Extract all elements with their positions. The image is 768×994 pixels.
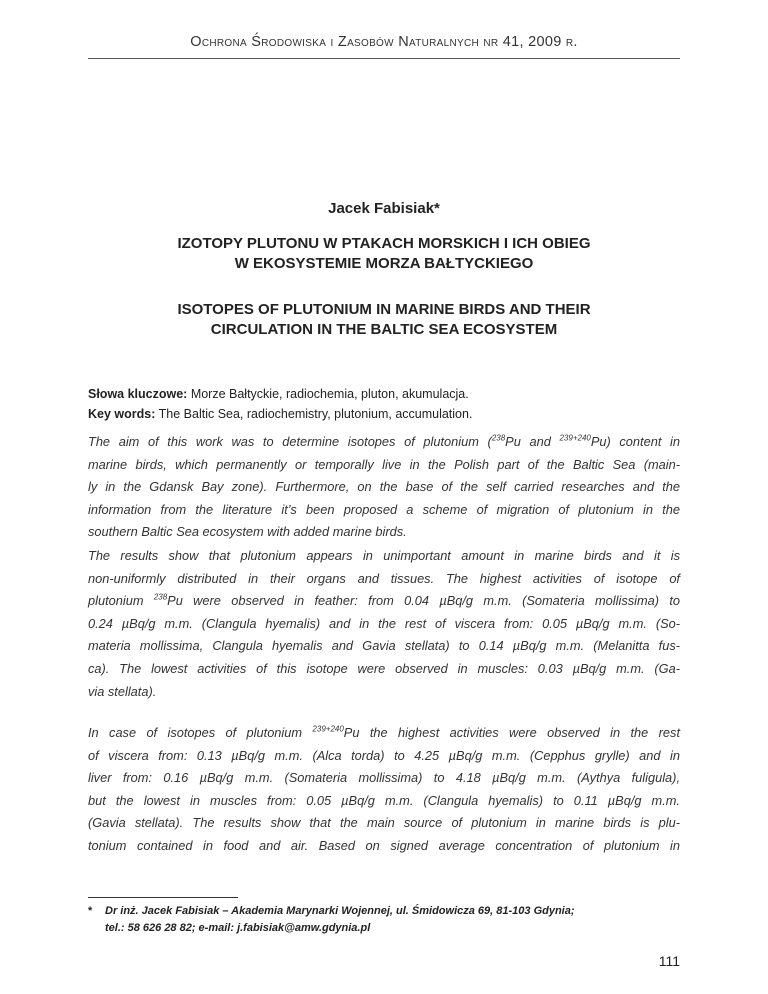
paragraph-line: liver from: 0.16 µBq/g m.m. (Somateria mollissima) to 4.18 µBq/g m.m. (Aythya fuligula), (88, 770, 680, 786)
paragraph-line: southern Baltic Sea ecosystem with added marine birds. (88, 524, 407, 540)
title-english-line-1: ISOTOPES OF PLUTONIUM IN MARINE BIRDS AND THEIR (177, 301, 591, 318)
title-english (88, 300, 680, 340)
paragraph-line (88, 431, 680, 454)
keywords-english (88, 404, 680, 424)
abstract-paragraph-1 (88, 431, 680, 544)
isotope-superscript: 239+240 (312, 724, 344, 734)
paragraph-line: of viscera from: 0.13 µBq/g m.m. (Alca torda) to 4.25 µBq/g m.m. (Cepphus grylle) and in (88, 747, 680, 763)
title-polish-line-2: W EKOSYSTEMIE MORZA BAŁTYCKIEGO (234, 255, 534, 272)
paragraph-line: 0.24 µBq/g m.m. (Clangula hyemalis) and in the rest of viscera from: 0.05 µBq/g m.m. (So- (88, 615, 680, 631)
title-english-line-2: CIRCULATION IN THE BALTIC SEA ECOSYSTEM (210, 321, 558, 338)
text-run: Pu were observed in feather: from 0.04 µBq/g m.m. (Somateria mollissima) to (167, 593, 680, 609)
keywords-polish-text: Morze Bałtyckie, radiochemia, pluton, akumulacja. (187, 387, 469, 401)
title-polish-line-1: IZOTOPY PLUTONU W PTAKACH MORSKICH I ICH OBIEG (177, 235, 591, 252)
paragraph-line (88, 722, 680, 745)
text-run: In case of isotopes of plutonium (88, 725, 313, 740)
paragraph-line: materia mollissima, Clangula hyemalis and Gavia stellata) to 0.14 µBq/g m.m. (Melanitta fus- (88, 638, 680, 654)
isotope-superscript: 238 (491, 433, 506, 443)
paragraph-line: but the lowest in muscles from: 0.05 µBq/g m.m. (Clangula hyemalis) to 0.11 µBq/g m.m. (88, 792, 680, 808)
text-run: Pu) content in (590, 434, 680, 449)
author-footnote (88, 903, 688, 937)
text-run: Pu the highest activities were observed in the rest (343, 725, 680, 740)
isotope-superscript: 239+240 (559, 433, 591, 443)
running-header: Ochrona Środowiska i Zasobów Naturalnych nr 41, 2009 r. (190, 34, 578, 50)
paragraph-line (88, 590, 680, 613)
title-polish (88, 234, 680, 274)
abstract-paragraph-2 (88, 545, 680, 703)
author-name: Jacek Fabisiak* (328, 200, 440, 217)
paragraph-line: information from the literature it’s been proposed a scheme of migration of plutonium in the (88, 501, 680, 517)
footnote-rule (88, 897, 238, 898)
footnote-line-2: tel.: 58 626 28 82; e-mail: j.fabisiak@amw.gdynia.pl (105, 922, 371, 934)
header-rule (88, 58, 680, 59)
abstract-paragraph-3 (88, 722, 680, 858)
paragraph-line: ly in the Gdansk Bay zone). Furthermore, on the base of the self carried researches and the (88, 479, 680, 495)
keywords-english-text: The Baltic Sea, radiochemistry, plutonium, accumulation. (155, 407, 473, 421)
text-run: Pu and (505, 434, 560, 449)
paragraph-line: via stellata). (88, 683, 157, 699)
paragraph-line: ca). The lowest activities of this isotope were observed in muscles: 0.03 µBq/g m.m. (Ga- (88, 660, 680, 676)
isotope-superscript: 238 (153, 592, 168, 602)
keywords-polish-label: Słowa kluczowe: (88, 387, 188, 401)
paragraph-line: The results show that plutonium appears in unimportant amount in marine birds and it is (88, 548, 680, 563)
text-run: The aim of this work was to determine isotopes of plutonium ( (88, 434, 492, 449)
keywords-polish (88, 384, 680, 404)
paragraph-line: marine birds, which permanently or temporally live in the Polish part of the Baltic Sea (main- (88, 456, 680, 472)
paragraph-line: non-uniformly distributed in their organs and tissues. The highest activities of isotope of (88, 570, 680, 586)
keywords-english-label: Key words: (88, 407, 156, 421)
footnote-line-1: Dr inż. Jacek Fabisiak – Akademia Marynarki Wojennej, ul. Śmidowicza 69, 81-103 Gdynia; (105, 905, 575, 917)
page-number: 111 (658, 953, 680, 969)
paragraph-line: tonium contained in food and air. Based on signed average concentration of plutonium in (88, 837, 680, 853)
paragraph-line: (Gavia stellata). The results show that the main source of plutonium in marine birds is plu- (88, 815, 680, 831)
text-run: plutonium (88, 593, 154, 609)
footnote-marker: * (88, 905, 93, 917)
